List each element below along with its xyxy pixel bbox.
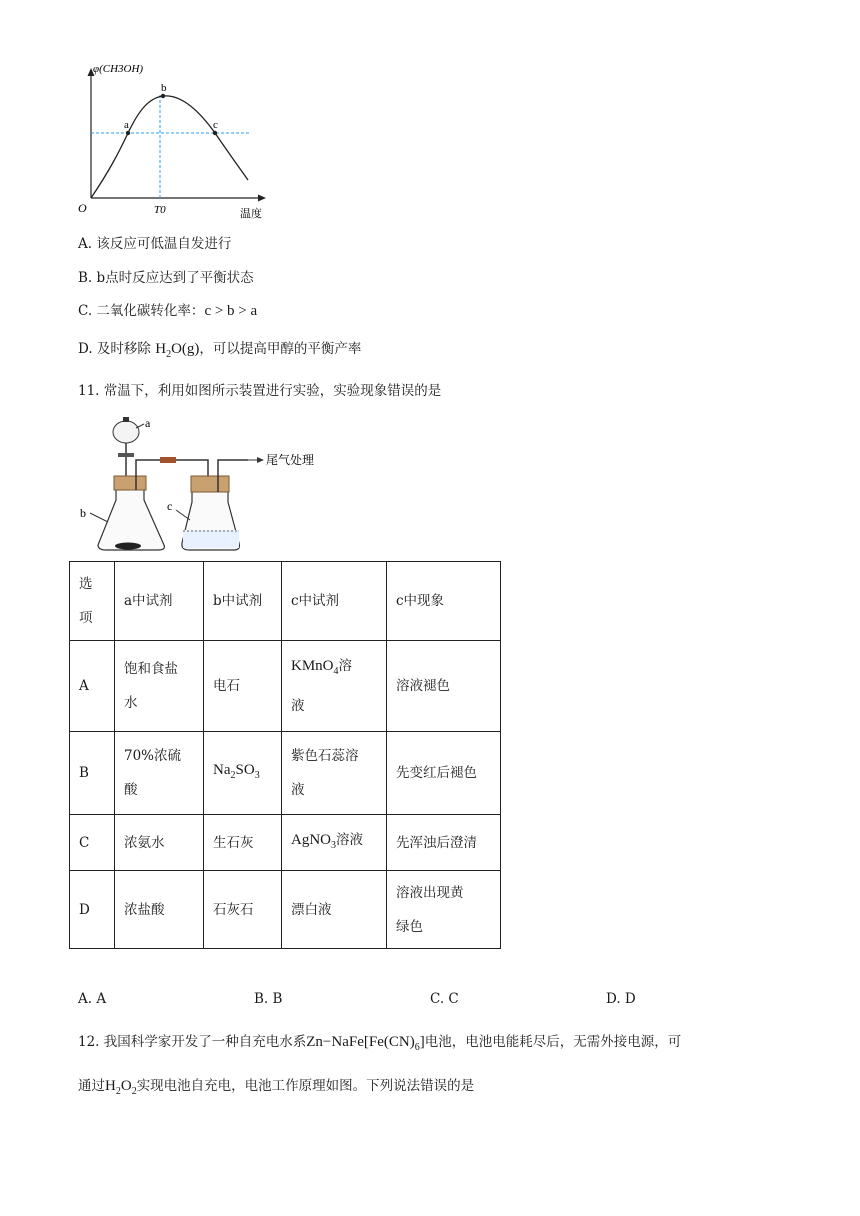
label-a: a [124, 119, 129, 131]
label-c-pointer [176, 510, 190, 520]
flask-b [98, 490, 164, 550]
tail-gas-label: 尾气处理 [266, 453, 315, 467]
table-row [70, 871, 501, 949]
cell-c: AgNO$_3$溶液 [282, 815, 387, 871]
cell-c: 漂白液 [282, 871, 387, 949]
header-c-text: c中试剂 [291, 593, 340, 609]
apparatus-diagram [78, 410, 338, 555]
cell-b: 石灰石 [204, 871, 282, 949]
header-cell-option [70, 562, 115, 641]
equilibrium-graph [70, 60, 280, 225]
cell-c [282, 732, 387, 815]
cell-option: C [70, 815, 115, 871]
header-cell-a [115, 562, 204, 641]
y-axis-label: φ(CH3OH) [93, 63, 144, 75]
q11-answer-a: A. A [78, 991, 107, 1007]
q10-option-d-math: $H_2O(g)$ [155, 341, 200, 360]
apparatus-label-c: c [167, 499, 173, 513]
cell-a [115, 732, 204, 815]
cell-phenomenon: 先变红后褪色 [387, 732, 501, 815]
cell-c: KMnO$_4$溶 液 [282, 641, 387, 732]
header-cell-b [204, 562, 282, 641]
funnel-stopper [123, 417, 129, 422]
table-row [70, 732, 501, 815]
cell-a: 浓氨水 [115, 815, 204, 871]
q10-option-d-prefix: D. 及时移除 [78, 341, 151, 357]
q10-option-c-math: c > b > a [204, 303, 258, 319]
table-row [70, 641, 501, 732]
header-phenomenon-text: c中现象 [396, 593, 445, 609]
header-a-text: a中试剂 [124, 593, 173, 609]
cell-option: B [70, 732, 115, 815]
funnel-stopcock [118, 453, 134, 457]
apparatus-label-a: a [145, 416, 151, 430]
point-a [126, 131, 130, 135]
q10-option-c [78, 299, 257, 320]
x-axis-arrow [258, 195, 266, 202]
separatory-funnel [113, 421, 139, 443]
q12-line2 [78, 1074, 474, 1097]
flask-b-stopper [114, 476, 146, 490]
q10-option-a: A. 该反应可低温自发进行 [78, 236, 232, 252]
tick-label-t0: T0 [154, 204, 166, 216]
cell-phenomenon [387, 871, 501, 949]
q10-option-d-suffix: ，可以提高甲醇的平衡产率 [199, 341, 362, 357]
q10-option-b: B. b点时反应达到了平衡状态 [78, 270, 254, 286]
q11-answer-b: B. B [254, 991, 283, 1007]
cell-option: D [70, 871, 115, 949]
cell-phenomenon-text: 溶液出现黄绿色 [396, 884, 464, 935]
q12-line1 [78, 1030, 681, 1053]
q10-option-c-text: C. 二氧化碳转化率： [78, 303, 205, 319]
exhaust-arrow [257, 457, 264, 463]
cell-b [204, 732, 282, 815]
label-c: c [213, 119, 218, 131]
cell-b: 电石 [204, 641, 282, 732]
cell-a [115, 641, 204, 732]
liquid-in-c [183, 530, 239, 548]
rubber-joint [160, 457, 176, 463]
cell-phenomenon: 先浑浊后澄清 [387, 815, 501, 871]
x-axis-label: 温度 [240, 207, 262, 220]
point-c [213, 131, 217, 135]
cell-c-text: 紫色石蕊溶液 [291, 748, 359, 798]
flask-c-stopper [191, 476, 229, 492]
cell-phenomenon: 溶液褪色 [387, 641, 501, 732]
q12-battery-formula: $Zn-NaFe[Fe(CN)_6]$ [306, 1034, 425, 1053]
table-header-row [70, 562, 501, 641]
q12-h2o2-formula: $H_2O_2$ [105, 1078, 137, 1097]
solid-in-b [115, 543, 141, 550]
label-b: b [161, 82, 167, 94]
cell-b: 生石灰 [204, 815, 282, 871]
cell-option: A [70, 641, 115, 732]
formula-agno3: AgNO$_3$ [291, 831, 336, 851]
q12-line1-suffix: 电池，电池电能耗尽后，无需外接电源，可 [424, 1034, 682, 1050]
cell-a: 浓盐酸 [115, 871, 204, 949]
formula-na2so3: $Na_2SO_3$ [213, 762, 260, 781]
phi-curve [91, 96, 248, 198]
header-cell-phenomenon [387, 562, 501, 641]
q11-answer-d: D. D [606, 991, 636, 1007]
point-b [161, 94, 165, 98]
table-row [70, 815, 501, 871]
q12-line2-suffix: 实现电池自充电，电池工作原理如图。下列说法错误的是 [136, 1078, 475, 1094]
q11-answer-c: C. C [430, 991, 459, 1007]
origin-label: O [78, 201, 87, 215]
header-b-text: b中试剂 [213, 593, 263, 609]
formula-kmno4: KMnO$_4$ [291, 658, 339, 677]
q12-line1-prefix: 12. 我国科学家开发了一种自充电水系 [78, 1034, 307, 1050]
label-b-pointer [90, 513, 108, 522]
q12-line2-prefix: 通过 [78, 1078, 105, 1094]
header-cell-c [282, 562, 387, 641]
q11-stem: 11. 常温下，利用如图所示装置进行实验，实验现象错误的是 [78, 383, 442, 399]
header-option-text: 选项 [79, 576, 93, 626]
apparatus-label-b: b [80, 506, 86, 520]
cell-a-text: 70%浓硫酸 [124, 748, 182, 798]
cell-a-text: 饱和食盐水 [124, 661, 178, 711]
q10-option-d [78, 337, 361, 360]
q11-table [69, 561, 501, 949]
